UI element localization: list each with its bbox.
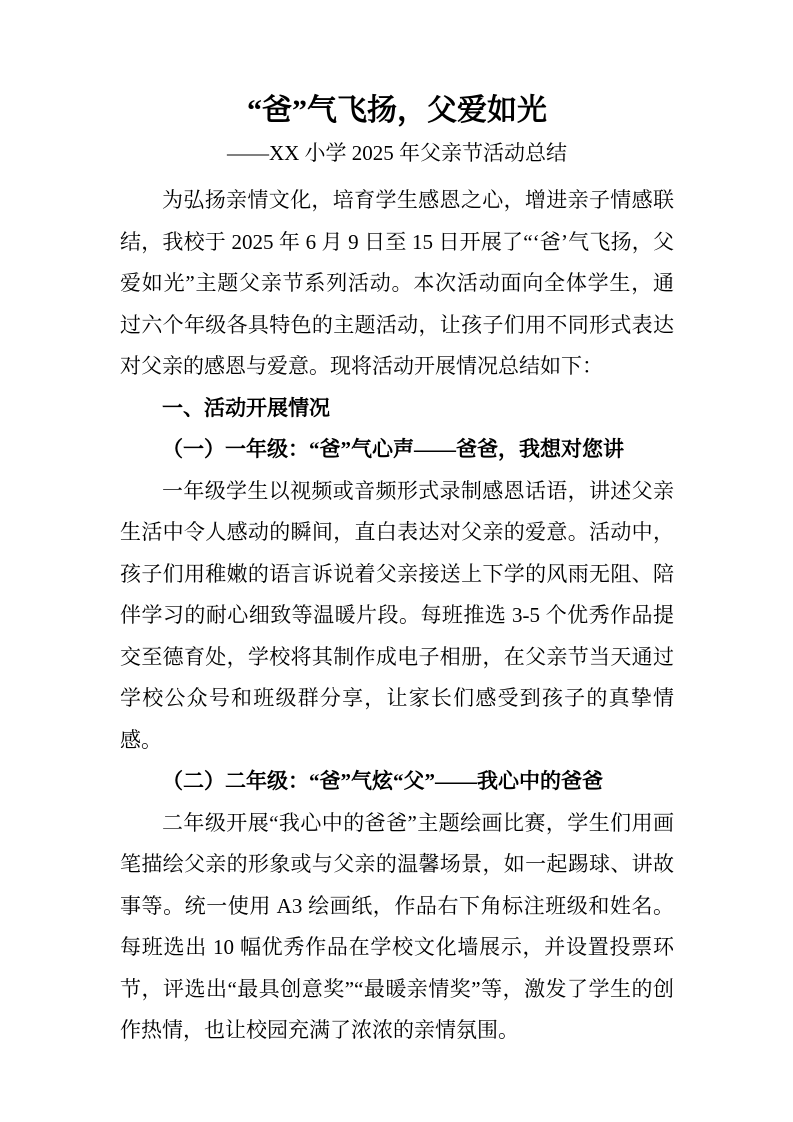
section-1-heading: 一、活动开展情况	[162, 396, 330, 420]
document-title: “爸”气飞扬，父爱如光	[247, 94, 547, 127]
subsection-2-heading: （二）二年级：“爸”气炫“父”——我心中的爸爸	[162, 769, 603, 793]
subsection-1-heading: （一）一年级：“爸”气心声——爸爸，我想对您讲	[162, 437, 624, 461]
subsection-2-body: 二年级开展“我心中的爸爸”主题绘画比赛，学生们用画笔描绘父亲的形象或与父亲的温馨场景，如一起踢球、讲故事等。统一使用 A3 绘画纸，作品右下角标注班级和姓名。每班选出 10 幅优秀作品在学校文化墙展示，并设置投票环节，评选出“最具创意奖”“最暖亲情奖”等，激发了学生的创作热情，也让校园充满了浓浓的亲情氛围。	[120, 810, 674, 1042]
subsection-1-body: 一年级学生以视频或音频形式录制感恩话语，讲述父亲生活中令人感动的瞬间，直白表达对父亲的爱意。活动中，孩子们用稚嫩的语言诉说着父亲接送上下学的风雨无阻、陪伴学习的耐心细致等温暖片段。每班推选 3-5 个优秀作品提交至德育处，学校将其制作成电子相册，在父亲节当天通过学校公众号和班级群分享，让家长们感受到孩子的真挚情感。	[120, 478, 674, 752]
document-subtitle: ——XX 小学 2025 年父亲节活动总结	[226, 141, 568, 165]
intro-paragraph: 为弘扬亲情文化，培育学生感恩之心，增进亲子情感联结，我校于 2025 年 6 月 9 日至 15 日开展了“‘爸’气飞扬，父爱如光”主题父亲节系列活动。本次活动面向全体学生，通过六个年级各具特色的主题活动，让孩子们用不同形式表达对父亲的感恩与爱意。现将活动开展情况总结如下：	[120, 188, 674, 378]
